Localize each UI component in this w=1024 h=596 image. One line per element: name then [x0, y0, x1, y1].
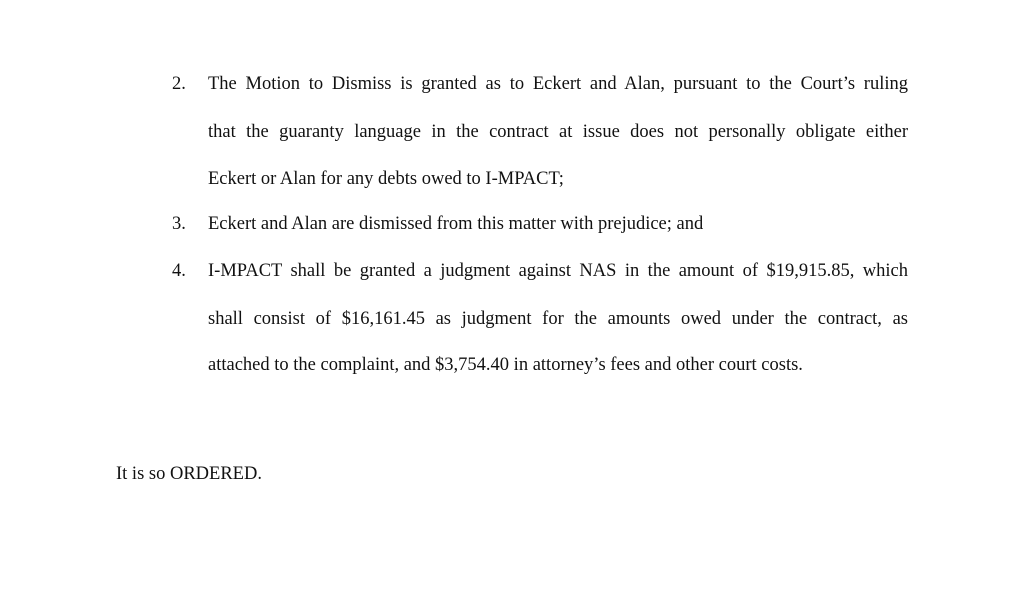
item-number: 2.: [172, 74, 186, 94]
item-number: 3.: [172, 214, 186, 234]
closing-statement: It is so ORDERED.: [116, 464, 262, 484]
item-text-line: Eckert and Alan are dismissed from this matter with prejudice; and: [208, 214, 704, 234]
item-text-line: The Motion to Dismiss is granted as to Eckert and Alan, pursuant to the Court’s ruling: [208, 74, 908, 94]
item-text-line: shall consist of $16,161.45 as judgment for the amounts owed under the contract, as: [208, 309, 908, 329]
item-text-line: that the guaranty language in the contract at issue does not personally obligate either: [208, 122, 908, 142]
item-text-line: attached to the complaint, and $3,754.40 in attorney’s fees and other court costs.: [208, 355, 803, 375]
item-text-line: I-MPACT shall be granted a judgment against NAS in the amount of $19,915.85, which: [208, 261, 908, 281]
item-text-line: Eckert or Alan for any debts owed to I-MPACT;: [208, 169, 564, 189]
item-number: 4.: [172, 261, 186, 281]
